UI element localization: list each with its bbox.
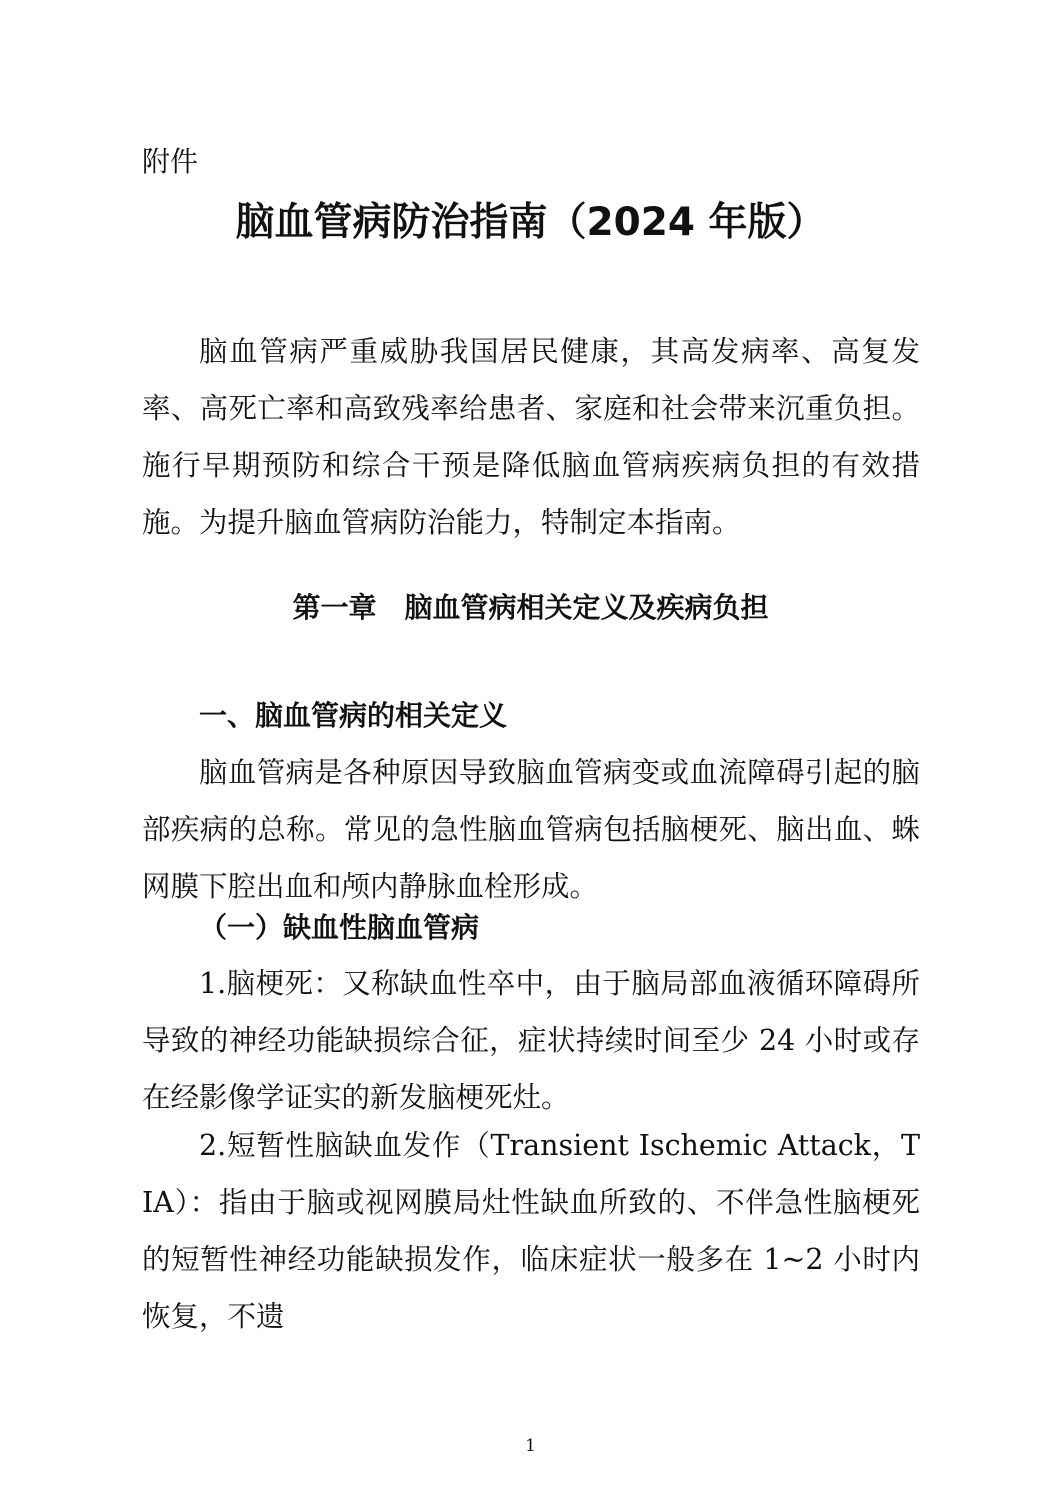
page-number: 1	[525, 1436, 536, 1456]
definition-item-tia: 2.短暂性脑缺血发作（Transient Ischemic Attack，TIA）：指由于脑或视网膜局灶性缺血所致的、不伴急性脑梗死的短暂性神经功能缺损发作，临床症状一般多在 1~2 小时内恢复，不遗	[142, 1129, 920, 1333]
attachment-label: 附件	[142, 145, 199, 178]
document-title: 脑血管病防治指南（2024 年版）	[235, 200, 826, 245]
subsection-heading: （一）缺血性脑血管病	[199, 911, 480, 944]
intro-paragraph: 脑血管病严重威胁我国居民健康，其高发病率、高复发率、高死亡率和高致残率给患者、家庭和社会带来沉重负担。施行早期预防和综合干预是降低脑血管病疾病负担的有效措施。为提升脑血管病防治能力，特制定本指南。	[142, 335, 920, 539]
definition-paragraph: 脑血管病是各种原因导致脑血管病变或血流障碍引起的脑部疾病的总称。常见的急性脑血管病包括脑梗死、脑出血、蛛网膜下腔出血和颅内静脉血栓形成。	[142, 756, 920, 903]
chapter-heading: 第一章 脑血管病相关定义及疾病负担	[292, 591, 769, 624]
definition-item-cerebral-infarction: 1.脑梗死：又称缺血性卒中，由于脑局部血液循环障碍所导致的神经功能缺损综合征，症状持续时间至少 24 小时或存在经影像学证实的新发脑梗死灶。	[142, 967, 920, 1114]
section-heading: 一、脑血管病的相关定义	[199, 699, 508, 732]
